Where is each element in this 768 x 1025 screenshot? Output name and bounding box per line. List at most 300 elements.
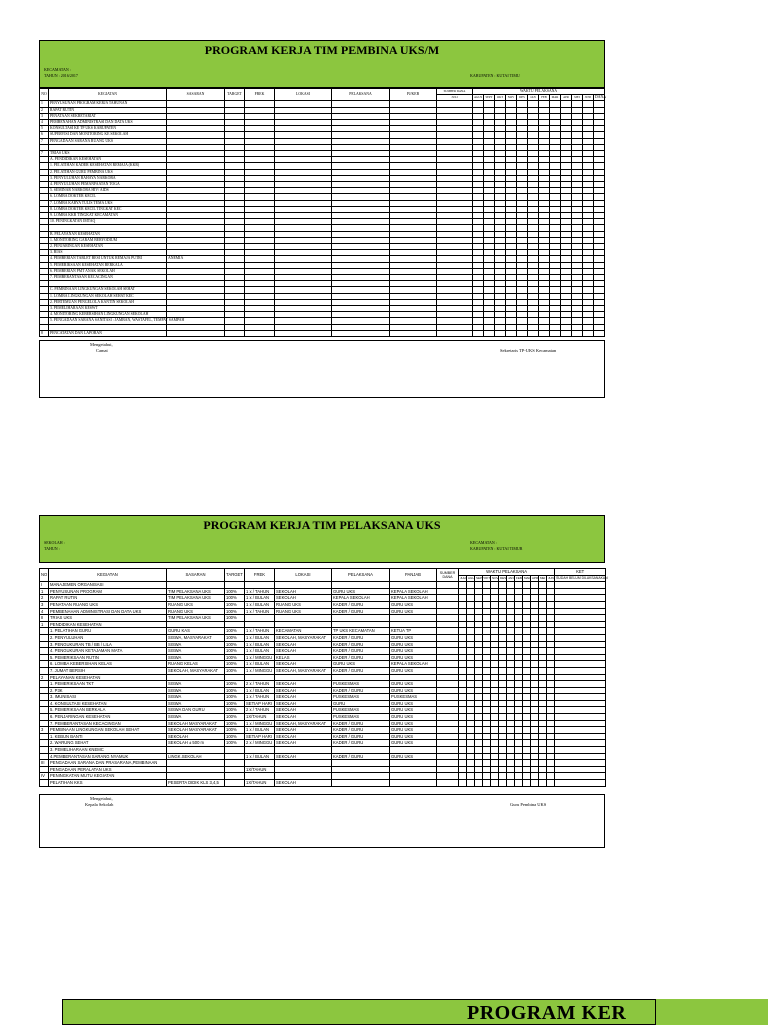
row-target	[225, 753, 245, 760]
row-cell	[467, 588, 475, 595]
row-lokasi	[275, 747, 332, 754]
row-pelaksana: KADER / GURU	[332, 720, 390, 727]
row-pelaksana: KEPALA SEKOLAH	[332, 595, 390, 602]
row-kegiatan: 9. LOMBA KKR TINGKAT KECAMATAN	[49, 213, 167, 219]
row-cell	[467, 595, 475, 602]
row-pelaksana	[332, 773, 390, 780]
row-kegiatan: TRIAS UKS	[49, 151, 167, 157]
row-no: 3	[40, 601, 49, 608]
row-cell	[531, 720, 539, 727]
sheet1-sign-right: Sekretaris TP-UKS Kecamatan	[500, 348, 557, 354]
row-cell	[531, 780, 539, 787]
row-cell	[459, 582, 467, 589]
row-no	[40, 648, 49, 655]
row-cell	[475, 780, 483, 787]
row-cell	[539, 654, 547, 661]
row-cell	[499, 674, 507, 681]
row-pelaksana	[332, 621, 390, 628]
table-row	[40, 601, 606, 608]
row-cell	[507, 595, 515, 602]
row-cell	[547, 733, 555, 740]
row-cell	[555, 588, 606, 595]
row-cell	[515, 707, 523, 714]
row-lokasi: RUANG UKS	[275, 608, 332, 615]
s1-h-dana: DANA	[595, 95, 606, 100]
row-cell	[483, 714, 491, 721]
row-cell	[484, 330, 495, 336]
row-kegiatan: 8. LOMBA DOKTER KECIL TINGKAT KEC	[49, 206, 167, 212]
row-cell	[523, 595, 531, 602]
row-pelaksana: KADER / GURU	[332, 753, 390, 760]
row-kegiatan: 2. PENJARINGAN KESEHATAN	[49, 244, 167, 250]
row-cell	[555, 760, 606, 767]
row-no: 6	[40, 132, 49, 138]
row-lokasi: SEKOLAH	[275, 753, 332, 760]
row-cell	[555, 582, 606, 589]
table-row	[40, 634, 606, 641]
row-cell	[475, 674, 483, 681]
row-kegiatan: 4. PENYULUHAN PEMANFAATAN TOGA	[49, 182, 167, 188]
row-no: 1	[40, 101, 49, 107]
row-cell	[467, 740, 475, 747]
row-cell	[491, 588, 499, 595]
row-cell	[437, 753, 459, 760]
row-cell	[523, 661, 531, 668]
row-cell	[499, 661, 507, 668]
row-cell	[475, 700, 483, 707]
row-cell	[523, 588, 531, 595]
row-kegiatan: 5. PEMERIKSAAN KESEHATAN BERKALA	[49, 262, 167, 268]
row-no	[40, 681, 49, 688]
row-target: 100%	[225, 714, 245, 721]
row-pelaksana: GURU UKS	[332, 588, 390, 595]
row-lokasi	[275, 766, 332, 773]
row-cell	[515, 720, 523, 727]
row-cell	[437, 760, 459, 767]
row-cell	[555, 615, 606, 622]
row-cell	[523, 681, 531, 688]
row-cell	[491, 714, 499, 721]
row-cell	[555, 608, 606, 615]
row-pelaksana	[332, 766, 390, 773]
row-kegiatan: PENDIDIKAN KESEHATAN	[49, 621, 167, 628]
row-frek	[245, 582, 275, 589]
sheet1-month-11: JUNI	[583, 95, 594, 101]
row-cell	[515, 615, 523, 622]
row-kegiatan: 3. PEMELIHARAAN KESWT	[49, 306, 167, 312]
row-cell	[539, 634, 547, 641]
row-pelaksana	[332, 780, 390, 787]
row-cell	[515, 747, 523, 754]
row-sasaran: TIM PELAKSANA UKS	[167, 595, 225, 602]
row-cell	[539, 582, 547, 589]
row-cell	[555, 641, 606, 648]
row-kegiatan: PEMBENAHAN ADMINISTRASI DAN DATA UKS	[49, 608, 167, 615]
row-cell	[475, 687, 483, 694]
row-cell	[531, 747, 539, 754]
row-cell	[499, 667, 507, 674]
row-cell	[515, 780, 523, 787]
row-cell	[523, 707, 531, 714]
row-cell	[459, 608, 467, 615]
row-cell	[499, 780, 507, 787]
row-no	[40, 628, 49, 635]
row-cell	[547, 747, 555, 754]
s1-h-pj: PJ/KEB	[390, 89, 437, 101]
row-cell	[523, 714, 531, 721]
row-panjab: KEPALA SEKOLAH	[390, 595, 437, 602]
sheet2-sign-left-2: Kepala Sekolah	[85, 801, 114, 807]
row-cell	[459, 700, 467, 707]
sheet1-month-1: AGUS	[474, 95, 483, 100]
sheet1-header	[39, 40, 605, 88]
row-cell	[491, 766, 499, 773]
row-lokasi	[275, 760, 332, 767]
row-pelaksana: KADER / GURU	[332, 733, 390, 740]
s2-h-ket: KET	[555, 569, 606, 576]
row-cell	[437, 780, 459, 787]
row-cell	[475, 654, 483, 661]
row-cell	[507, 773, 515, 780]
row-cell	[523, 621, 531, 628]
row-cell	[491, 753, 499, 760]
row-cell	[531, 608, 539, 615]
row-cell	[531, 714, 539, 721]
row-lokasi: SEKOLAH, MASYARAKAT	[275, 720, 332, 727]
row-lokasi: SEKOLAH	[275, 714, 332, 721]
table-row	[40, 720, 606, 727]
row-cell	[539, 687, 547, 694]
row-cell	[507, 608, 515, 615]
row-lokasi: SEKOLAH	[275, 727, 332, 734]
row-cell	[539, 641, 547, 648]
row-frek: 1 x / MINGGU	[245, 667, 275, 674]
row-cell	[475, 720, 483, 727]
row-cell	[483, 634, 491, 641]
sheet1-month-8: MAR	[550, 95, 561, 101]
row-cell	[467, 654, 475, 661]
table-row	[40, 740, 606, 747]
sheet3-header-strip	[656, 999, 768, 1025]
row-no	[40, 694, 49, 701]
row-cell	[539, 694, 547, 701]
row-cell	[531, 595, 539, 602]
row-cell	[491, 747, 499, 754]
s2-h-sasaran: SASARAN	[167, 569, 225, 582]
s2-h-sumber: SUMBER DANA	[437, 569, 459, 582]
row-cell	[507, 687, 515, 694]
row-cell	[467, 700, 475, 707]
row-cell	[437, 766, 459, 773]
row-no: 3	[40, 113, 49, 119]
row-kegiatan: 2. PERTEMUAN PENGELOLA KANTIN SEKOLAH	[49, 299, 167, 305]
row-cell	[437, 747, 459, 754]
row-pelaksana: KADER / GURU	[332, 687, 390, 694]
row-frek: 1 x / BULAN	[245, 727, 275, 734]
row-cell	[539, 621, 547, 628]
table-row	[40, 753, 606, 760]
row-sasaran: SISWA DAN GURU	[167, 707, 225, 714]
row-cell	[437, 628, 459, 635]
row-cell	[491, 582, 499, 589]
row-kegiatan: 1. KEBUN BANTI	[49, 733, 167, 740]
s2-h-ket-sub: SUDAH BELUM DILAKSANAKAN	[555, 575, 606, 582]
row-cell	[515, 733, 523, 740]
row-sasaran: SISWA	[167, 714, 225, 721]
row-cell	[547, 588, 555, 595]
row-cell	[523, 615, 531, 622]
row-cell	[555, 740, 606, 747]
sheet2-tahun: TAHUN :	[44, 546, 60, 551]
table-row	[40, 674, 606, 681]
row-cell	[467, 753, 475, 760]
row-cell	[491, 634, 499, 641]
row-cell	[555, 654, 606, 661]
row-kegiatan: B. PELAYANAN KESEHATAN	[49, 231, 167, 237]
row-cell	[499, 601, 507, 608]
row-cell	[531, 760, 539, 767]
row-cell	[473, 330, 484, 336]
row-cell	[491, 780, 499, 787]
row-cell	[483, 766, 491, 773]
row-cell	[507, 707, 515, 714]
row-cell	[515, 588, 523, 595]
row-kegiatan: PENGADAAN SARANA RUANG UKS	[49, 138, 167, 144]
row-cell	[539, 628, 547, 635]
row-cell	[547, 681, 555, 688]
row-cell	[483, 582, 491, 589]
row-panjab: GURU UKS	[390, 634, 437, 641]
row-cell	[547, 753, 555, 760]
row-panjab: KEPALA SEKOLAH	[390, 588, 437, 595]
row-cell	[491, 727, 499, 734]
row-panjab: GURU UKS	[390, 654, 437, 661]
row-cell	[437, 330, 473, 336]
row-cell	[491, 667, 499, 674]
row-cell	[499, 641, 507, 648]
row-pelaksana: KADER / GURU	[332, 667, 390, 674]
row-cell	[523, 753, 531, 760]
table-row	[40, 648, 606, 655]
row-frek: 1 x / BULAN	[245, 641, 275, 648]
row-kegiatan: PENATAAN SEKRETARIAT	[49, 113, 167, 119]
row-cell	[467, 760, 475, 767]
row-cell	[491, 700, 499, 707]
row-cell	[555, 727, 606, 734]
row-cell	[483, 753, 491, 760]
sheet2-month-1: AGU	[467, 575, 475, 582]
row-cell	[523, 720, 531, 727]
row-cell	[475, 766, 483, 773]
row-cell	[515, 714, 523, 721]
row-cell	[459, 714, 467, 721]
row-cell	[547, 694, 555, 701]
row-cell	[507, 641, 515, 648]
row-cell	[507, 667, 515, 674]
row-frek	[245, 773, 275, 780]
row-kegiatan: 5. PEMERIKSAAN BERKALA	[49, 707, 167, 714]
row-kegiatan: 1. PELATIHAN GURU	[49, 628, 167, 635]
row-cell	[547, 641, 555, 648]
row-cell	[467, 714, 475, 721]
table-row	[40, 766, 606, 773]
row-pelaksana	[332, 582, 390, 589]
row-cell	[523, 641, 531, 648]
row-cell	[475, 694, 483, 701]
row-target: 100%	[225, 733, 245, 740]
row-cell	[483, 595, 491, 602]
row-target	[225, 747, 245, 754]
row-kegiatan: 4.PEMBERANTASAN SARANG NYAMUK	[49, 753, 167, 760]
row-panjab	[390, 766, 437, 773]
row-lokasi: SEKOLAH	[275, 700, 332, 707]
row-sasaran: SISWA	[167, 654, 225, 661]
row-cell	[583, 330, 594, 336]
row-no: III	[40, 760, 49, 767]
sheet2-title: PROGRAM KERJA TIM PELAKSANA UKS	[203, 518, 441, 532]
table-row	[40, 588, 606, 595]
row-cell	[531, 601, 539, 608]
row-cell	[547, 634, 555, 641]
row-cell	[437, 634, 459, 641]
row-sasaran	[167, 330, 225, 336]
row-sasaran	[167, 582, 225, 589]
row-cell	[491, 641, 499, 648]
row-no	[40, 720, 49, 727]
row-cell	[225, 330, 245, 336]
row-cell	[555, 753, 606, 760]
row-kegiatan: 4. KONSULTASI KESEHATAN	[49, 700, 167, 707]
row-cell	[483, 780, 491, 787]
row-target	[225, 766, 245, 773]
row-cell	[507, 747, 515, 754]
table-row	[40, 760, 606, 767]
row-no: 1	[40, 621, 49, 628]
row-panjab: GURU UKS	[390, 648, 437, 655]
sheet2-sign-left-1: Mengetahui,	[90, 795, 113, 801]
row-kegiatan: 1. PEMERIKSAAN TKT	[49, 681, 167, 688]
row-cell	[483, 694, 491, 701]
row-cell	[459, 747, 467, 754]
row-cell	[507, 634, 515, 641]
row-cell	[523, 733, 531, 740]
row-pelaksana: KADER / GURU	[332, 641, 390, 648]
row-cell	[515, 700, 523, 707]
row-cell	[491, 615, 499, 622]
row-lokasi	[275, 674, 332, 681]
table-row	[40, 330, 605, 336]
row-target: 100%	[225, 707, 245, 714]
row-kegiatan: 2. PELATIHAN GURU PEMBINA UKS	[49, 169, 167, 175]
row-cell	[483, 588, 491, 595]
row-frek: 1 x / BULAN	[245, 634, 275, 641]
row-kegiatan: 6. LOMBA DOKTER KECIL	[49, 194, 167, 200]
table-row	[40, 615, 606, 622]
row-lokasi: SEKOLAH	[275, 694, 332, 701]
row-kegiatan: 1. MONITORING GARAM BERYODIUM	[49, 237, 167, 243]
sheet1-signature-box	[39, 340, 605, 398]
row-cell	[467, 747, 475, 754]
row-cell	[475, 667, 483, 674]
row-panjab	[390, 621, 437, 628]
row-cell	[555, 621, 606, 628]
row-pelaksana: PUSKESMAS	[332, 707, 390, 714]
row-cell	[539, 615, 547, 622]
row-kegiatan: MANAJEMEN ORGANISASI	[49, 582, 167, 589]
row-kegiatan: 3. BIAS	[49, 250, 167, 256]
row-cell	[483, 608, 491, 615]
row-lokasi: SEKOLAH	[275, 588, 332, 595]
row-cell	[499, 740, 507, 747]
row-panjab: GURU UKS	[390, 720, 437, 727]
row-cell	[531, 766, 539, 773]
row-kegiatan: PENGADAAN PERALATAN UKS	[49, 766, 167, 773]
row-cell	[483, 760, 491, 767]
row-lokasi	[275, 615, 332, 622]
s1-h-waktu: WAKTU PELAKSANA	[473, 89, 605, 95]
table-row	[40, 641, 606, 648]
row-cell	[483, 621, 491, 628]
row-sasaran: GURU KAS	[167, 628, 225, 635]
row-cell	[539, 330, 550, 336]
row-panjab	[390, 615, 437, 622]
row-cell	[539, 714, 547, 721]
row-cell	[515, 773, 523, 780]
row-cell	[437, 595, 459, 602]
row-cell	[555, 687, 606, 694]
row-no: IV	[40, 773, 49, 780]
row-kegiatan: 3. PENYULUHAN BAHAYA NARKOBA	[49, 175, 167, 181]
row-cell	[507, 700, 515, 707]
row-cell	[539, 667, 547, 674]
row-cell	[437, 641, 459, 648]
row-no	[40, 700, 49, 707]
row-cell	[523, 780, 531, 787]
row-kegiatan: PEMBINAAN LINGKUNGAN SEKOLAH SEHAT	[49, 727, 167, 734]
row-cell	[547, 714, 555, 721]
sheet2-month-0: JULI	[459, 575, 467, 582]
row-cell	[475, 621, 483, 628]
row-cell	[547, 720, 555, 727]
row-cell	[555, 667, 606, 674]
row-cell	[467, 674, 475, 681]
row-cell	[515, 621, 523, 628]
row-cell	[491, 601, 499, 608]
row-kegiatan: 6. PENJARINGAN KESEHATAN	[49, 714, 167, 721]
row-cell	[539, 608, 547, 615]
table-row	[40, 727, 606, 734]
row-cell	[491, 661, 499, 668]
row-cell	[467, 681, 475, 688]
row-panjab	[390, 747, 437, 754]
row-target	[225, 760, 245, 767]
row-cell	[539, 681, 547, 688]
sheet1-month-9: APR	[561, 95, 572, 101]
row-kegiatan: 2. WARUNG SEHAT	[49, 740, 167, 747]
row-panjab: GURU UKS	[390, 700, 437, 707]
row-cell	[437, 648, 459, 655]
row-cell	[523, 760, 531, 767]
row-cell	[572, 330, 583, 336]
row-cell	[515, 608, 523, 615]
row-kegiatan: 3. PENGUKURAN TB / BB / LILA	[49, 641, 167, 648]
row-sasaran: TIM PELAKSANA UKS	[167, 588, 225, 595]
row-no	[40, 707, 49, 714]
row-cell	[499, 760, 507, 767]
row-cell	[499, 595, 507, 602]
row-cell	[467, 648, 475, 655]
row-cell	[539, 780, 547, 787]
